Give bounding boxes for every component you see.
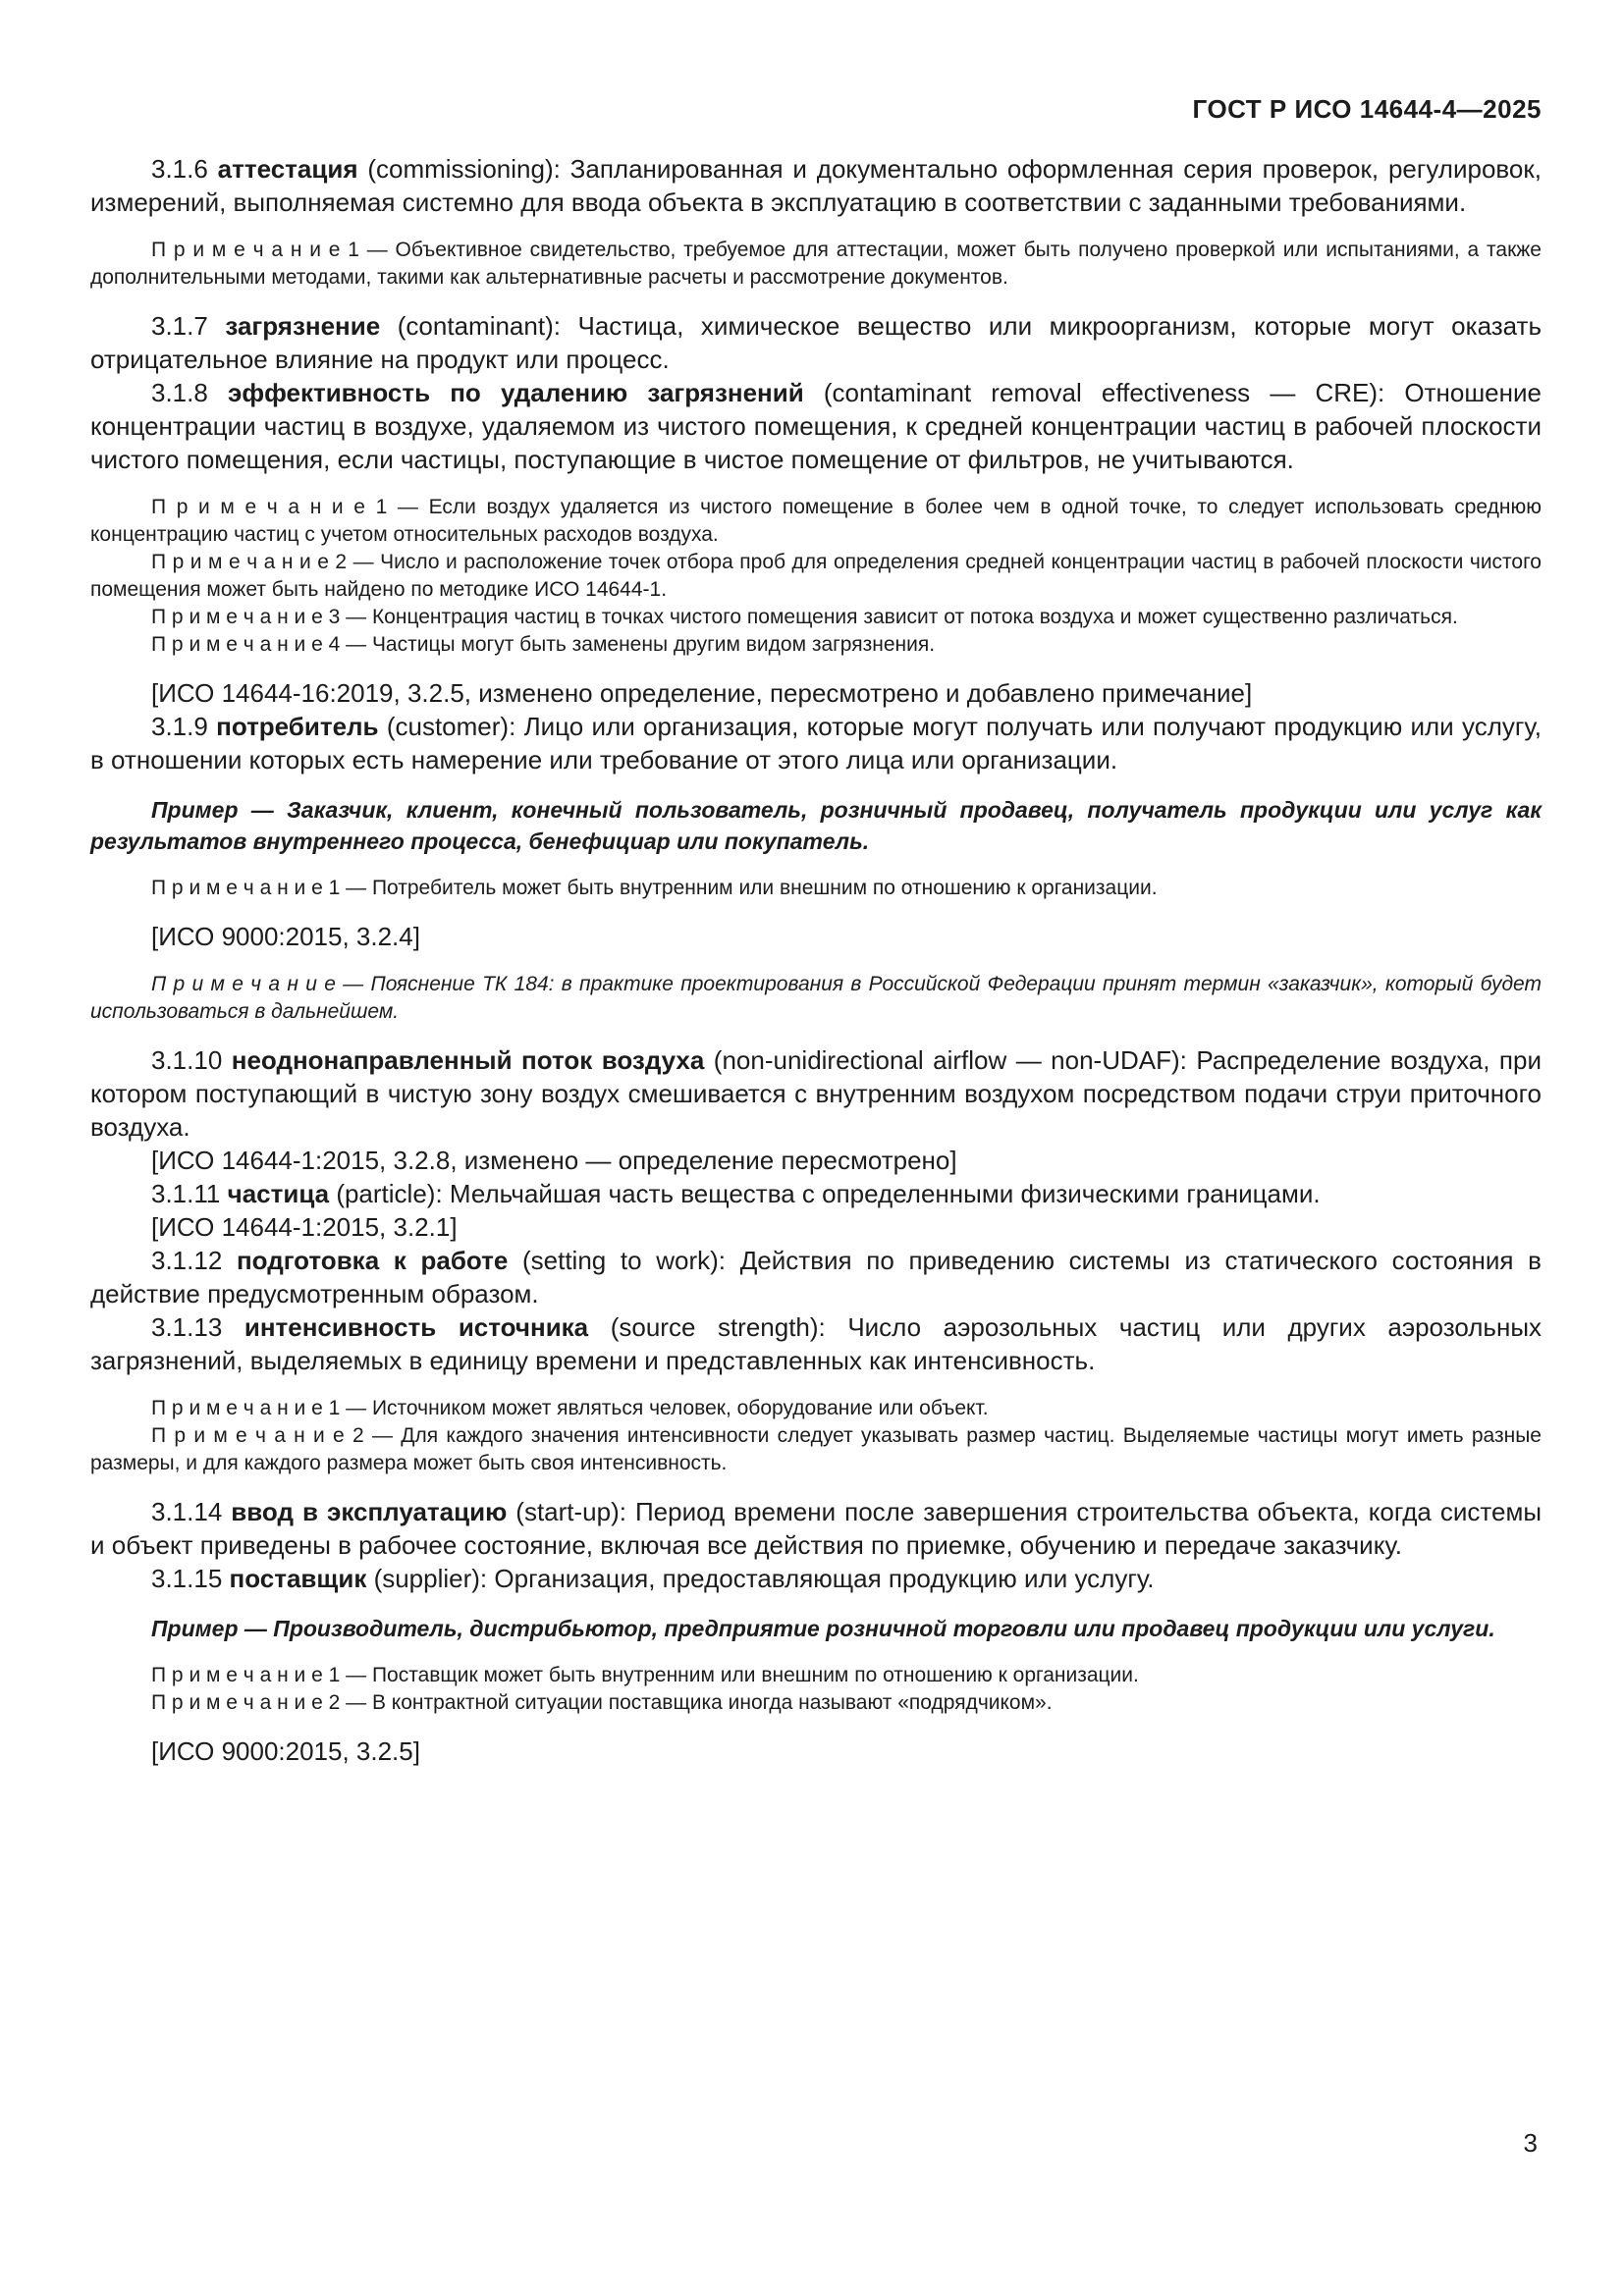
text-run: [ИСО 14644-1:2015, 3.2.1] [151, 1212, 458, 1242]
page-number: 3 [1523, 2128, 1538, 2158]
text-run: П р и м е ч а н и е — Пояснение ТК 184: в практике проектирования в Российской Федерации принят термин «заказчик», который будет использоваться в дальнейшем. [90, 973, 1542, 1023]
source-reference [90, 1210, 1542, 1244]
term-paragraph [90, 376, 1542, 476]
term-paragraph [90, 1310, 1542, 1377]
note-paragraph [90, 604, 1542, 631]
term-paragraph [90, 1562, 1542, 1595]
text-run: эффективность по удалению загрязнений [227, 378, 804, 407]
text-run: частица [227, 1179, 330, 1208]
text-run: ввод в эксплуатацию [231, 1497, 508, 1526]
text-run: 3.1.14 [151, 1497, 232, 1526]
text-run: 3.1.11 [151, 1179, 228, 1208]
note-paragraph [90, 971, 1542, 1026]
example-paragraph [90, 1613, 1542, 1644]
example-paragraph [90, 794, 1542, 857]
term-paragraph [90, 1043, 1542, 1144]
note-paragraph [90, 237, 1542, 292]
term-paragraph [90, 1177, 1542, 1210]
source-reference [90, 676, 1542, 710]
text-run: 3.1.9 [151, 712, 217, 741]
text-run: П р и м е ч а н и е 1 — Поставщик может быть внутренним или внешним по отношению к организации. [151, 1664, 1139, 1686]
text-run: Пример — Заказчик, клиент, конечный пользователь, розничный продавец, получатель продукции или услуг как результатов внутреннего процесса, бенефициар или покупатель. [90, 797, 1542, 854]
text-run: (particle): Мельчайшая часть вещества с определенными физическими границами. [329, 1179, 1321, 1208]
text-run: [ИСО 9000:2015, 3.2.5] [151, 1736, 420, 1766]
text-run: 3.1.7 [151, 311, 226, 341]
text-run: (customer): Лицо или организация, которые могут получать или получают продукцию или услугу, в отношении которых есть намерение или требование от этого лица или организации. [90, 712, 1542, 774]
text-run: загрязнение [225, 311, 381, 341]
source-reference [90, 1144, 1542, 1177]
text-run: 3.1.10 [151, 1045, 232, 1075]
note-paragraph [90, 875, 1542, 902]
text-run: П р и м е ч а н и е 1 — Объективное свидетельство, требуемое для аттестации, может быть получено проверкой или испытаниями, а также дополнительными методами, такими как альтернативные расчеты и рассмотрение документов. [90, 239, 1542, 289]
text-run: Пример — Производитель, дистрибьютор, предприятие розничной торговли или продавец продукции или услуги. [151, 1616, 1495, 1641]
document-header [90, 94, 1542, 125]
text-run: потребитель [216, 712, 379, 741]
text-run: 3.1.13 [151, 1312, 244, 1342]
note-paragraph [90, 1395, 1542, 1422]
text-run: 3.1.12 [151, 1246, 237, 1275]
note-paragraph [90, 549, 1542, 604]
term-paragraph [90, 1244, 1542, 1310]
text-run: П р и м е ч а н и е 3 — Концентрация частиц в точках чистого помещения зависит от потока воздуха и может существенно различаться. [151, 606, 1458, 628]
text-run: неоднонаправленный поток воздуха [231, 1045, 705, 1075]
text-run: (contaminant): Частица, химическое вещество или микроорганизм, которые могут оказать отрицательное влияние на продукт или процесс. [90, 311, 1542, 374]
term-paragraph [90, 710, 1542, 776]
text-run: (non-unidirectional airflow — non-UDAF): Распределение воздуха, при котором поступающий в чистую зону воздух смешивается с внутренним воздухом посредством подачи струи приточного воздуха. [90, 1045, 1542, 1142]
text-run: (commissioning): Запланированная и документально оформленная серия проверок, регулировок, измерений, выполняемая системно для ввода объекта в эксплуатацию в соответствии с заданными требованиями. [90, 154, 1542, 217]
note-paragraph [90, 1662, 1542, 1689]
text-run: поставщик [229, 1564, 367, 1593]
text-run: (setting to work): Действия по приведению системы из статического состояния в действие предусмотренным образом. [90, 1246, 1542, 1308]
standard-designation: ГОСТ Р ИСО 14644-4—2025 [1192, 94, 1542, 124]
note-paragraph [90, 631, 1542, 659]
text-run: П р и м е ч а н и е 2 — Число и расположение точек отбора проб для определения средней концентрации частиц в рабочей плоскости чистого помещения может быть найдено по методике ИСО 14644-1. [90, 551, 1542, 601]
text-run: интенсивность источника [244, 1312, 589, 1342]
text-run: подготовка к работе [236, 1246, 509, 1275]
term-paragraph [90, 152, 1542, 219]
text-run: П р и м е ч а н и е 2 — Для каждого значения интенсивности следует указывать размер частиц. Выделяемые частицы могут иметь разные размеры, и для каждого размера может быть своя интенсивность. [90, 1424, 1542, 1474]
document-body [90, 152, 1542, 1768]
text-run: П р и м е ч а н и е 2 — В контрактной ситуации поставщика иногда называют «подрядчиком». [151, 1691, 1053, 1714]
text-run: (source strength): Число аэрозольных частиц или других аэрозольных загрязнений, выделяемых в единицу времени и представленных как интенсивность. [90, 1312, 1543, 1375]
text-run: (supplier): Организация, предоставляющая продукцию или услугу. [366, 1564, 1155, 1593]
text-run: П р и м е ч а н и е 1 — Если воздух удаляется из чистого помещение в более чем в одной точке, то следует использовать среднюю концентрацию частиц с учетом относительных расходов воздуха. [90, 496, 1542, 546]
text-run: [ИСО 14644-16:2019, 3.2.5, изменено определение, пересмотрено и добавлено примечание] [151, 678, 1253, 708]
note-paragraph [90, 1689, 1542, 1717]
source-reference [90, 1735, 1542, 1768]
text-run: П р и м е ч а н и е 4 — Частицы могут быть заменены другим видом загрязнения. [151, 633, 936, 656]
term-paragraph [90, 1495, 1542, 1562]
text-run: 3.1.15 [151, 1564, 230, 1593]
text-run: [ИСО 14644-1:2015, 3.2.8, изменено — определение пересмотрено] [151, 1146, 957, 1175]
term-paragraph [90, 309, 1542, 376]
note-paragraph [90, 1422, 1542, 1477]
text-run: (contaminant removal effectiveness — CRE): Отношение концентрации частиц в воздухе, удаляемом из чистого помещения, к средней концентрации частиц в рабочей плоскости чистого помещения, если частицы, поступающие в чистое помещение от фильтров, не учитываются. [90, 378, 1542, 474]
text-run: 3.1.8 [151, 378, 228, 407]
text-run: (start-up): Период времени после завершения строительства объекта, когда системы и объект приведены в рабочее состояние, включая все действия по приемке, обучению и передаче заказчику. [90, 1497, 1543, 1560]
text-run: П р и м е ч а н и е 1 — Потребитель может быть внутренним или внешним по отношению к организации. [151, 877, 1158, 899]
note-paragraph [90, 494, 1542, 549]
text-run: П р и м е ч а н и е 1 — Источником может являться человек, оборудование или объект. [151, 1397, 989, 1419]
text-run: аттестация [217, 154, 358, 184]
text-run: 3.1.6 [151, 154, 218, 184]
source-reference [90, 920, 1542, 953]
text-run: [ИСО 9000:2015, 3.2.4] [151, 922, 420, 951]
